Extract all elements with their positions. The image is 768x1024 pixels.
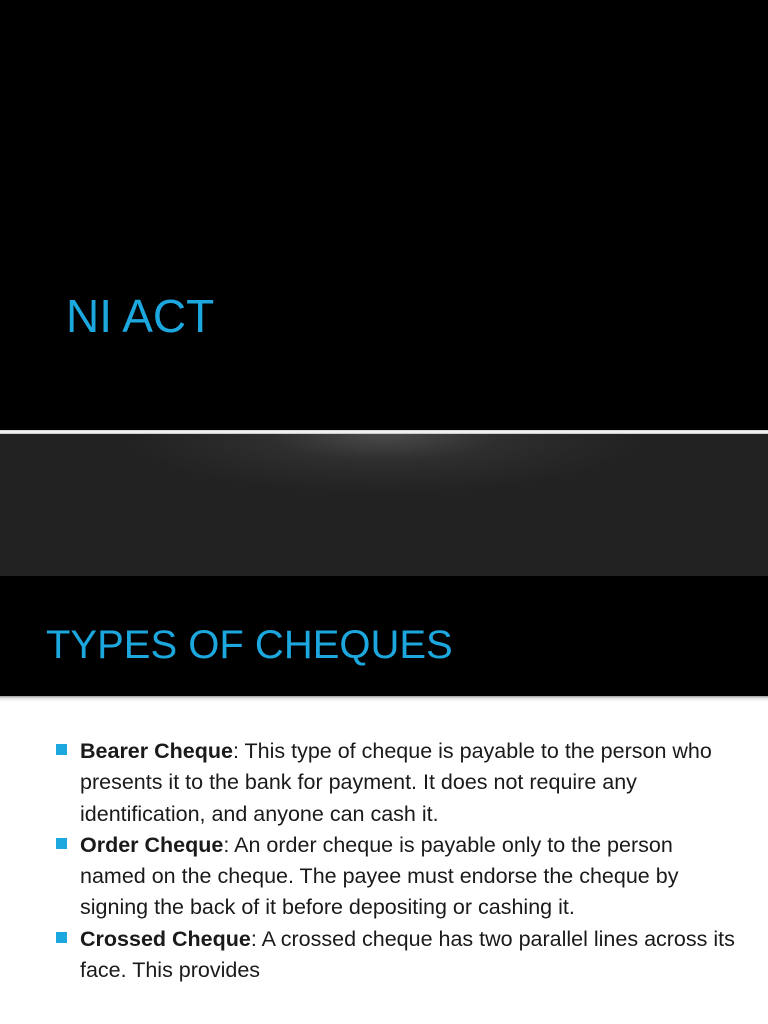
bullet-term: Bearer Cheque — [80, 739, 233, 763]
slide-1 — [0, 0, 768, 430]
bullet-term: Order Cheque — [80, 832, 224, 857]
bullet-square-icon — [56, 838, 67, 849]
slide-2-top-band — [0, 434, 768, 576]
bullet-item-crossed-cheque — [56, 924, 736, 987]
bullet-text: : A crossed cheque has two parallel lines across its face. This provides — [80, 926, 735, 983]
bullet-square-icon — [56, 744, 67, 755]
bullet-list — [56, 736, 736, 986]
bullet-term: Crossed Cheque — [80, 926, 251, 951]
bullet-square-icon — [56, 932, 67, 943]
slide-1-title: NI ACT — [66, 290, 215, 342]
bullet-text: : An order cheque is payable only to the person named on the cheque. The payee must endorse the cheque by signing the back of it before depositing or cashing it. — [80, 832, 679, 920]
slide-2-title: TYPES OF CHEQUES — [46, 623, 453, 667]
slide-2-body — [0, 702, 768, 1024]
bullet-item-bearer-cheque — [56, 736, 736, 830]
slide-2-header — [0, 576, 768, 696]
bullet-item-order-cheque — [56, 830, 736, 924]
bullet-text: : This type of cheque is payable to the person who presents it to the bank for payment. It does not require any identification, and anyone can cash it. — [80, 739, 712, 826]
